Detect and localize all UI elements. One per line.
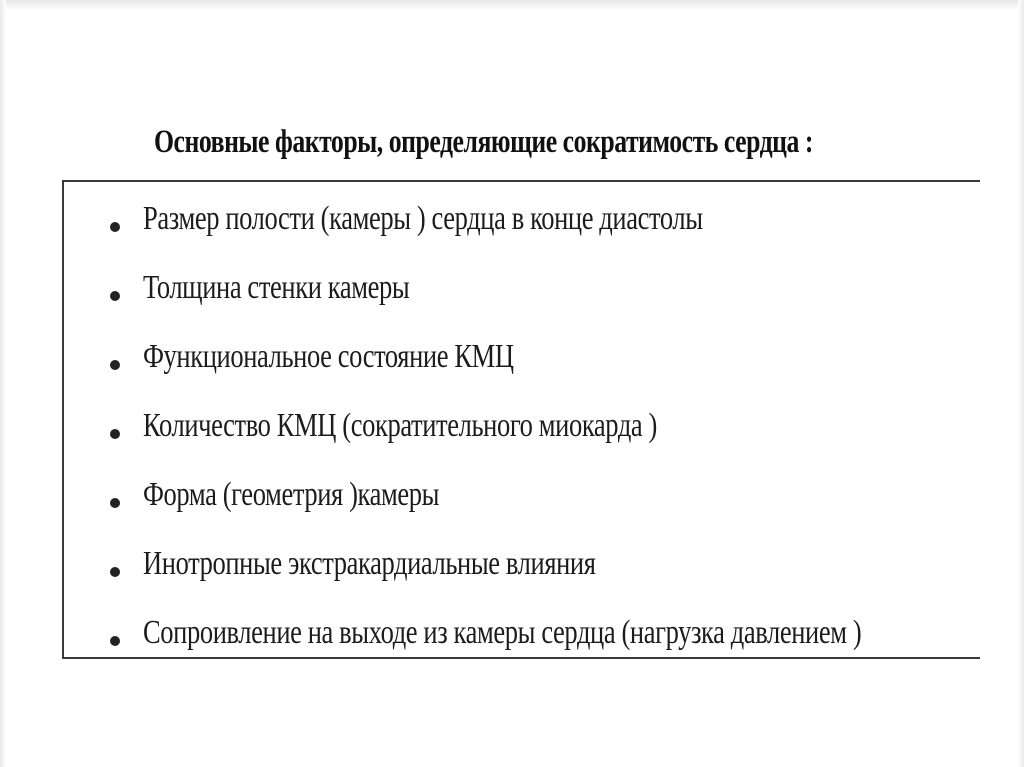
bullet-icon [110, 429, 120, 439]
bullet-icon [110, 498, 120, 508]
bullet-icon [110, 222, 120, 232]
list-item-text: Функциональное состояние КМЦ [143, 338, 514, 375]
slide-frame-left [0, 0, 6, 767]
slide-title: Основные факторы, определяющие сократимость сердца : [154, 124, 814, 160]
list-item-text: Форма (геометрия )камеры [143, 476, 440, 513]
bullet-icon [110, 636, 120, 646]
list-item-text: Количество КМЦ (сократительного миокарда ) [143, 407, 657, 444]
bullet-icon [110, 567, 120, 577]
bullet-icon [110, 360, 120, 370]
bullet-icon [110, 291, 120, 301]
list-item-text: Толщина стенки камеры [143, 269, 410, 306]
slide-frame-right [1018, 0, 1024, 767]
list-item-text: Сопроивление на выходе из камеры сердца (нагрузка давлением ) [143, 614, 862, 651]
list-item-text: Размер полости (камеры ) сердца в конце диастолы [143, 200, 703, 237]
list-item-text: Инотропные экстракардиальные влияния [143, 545, 596, 582]
slide-frame-top [0, 0, 1024, 10]
